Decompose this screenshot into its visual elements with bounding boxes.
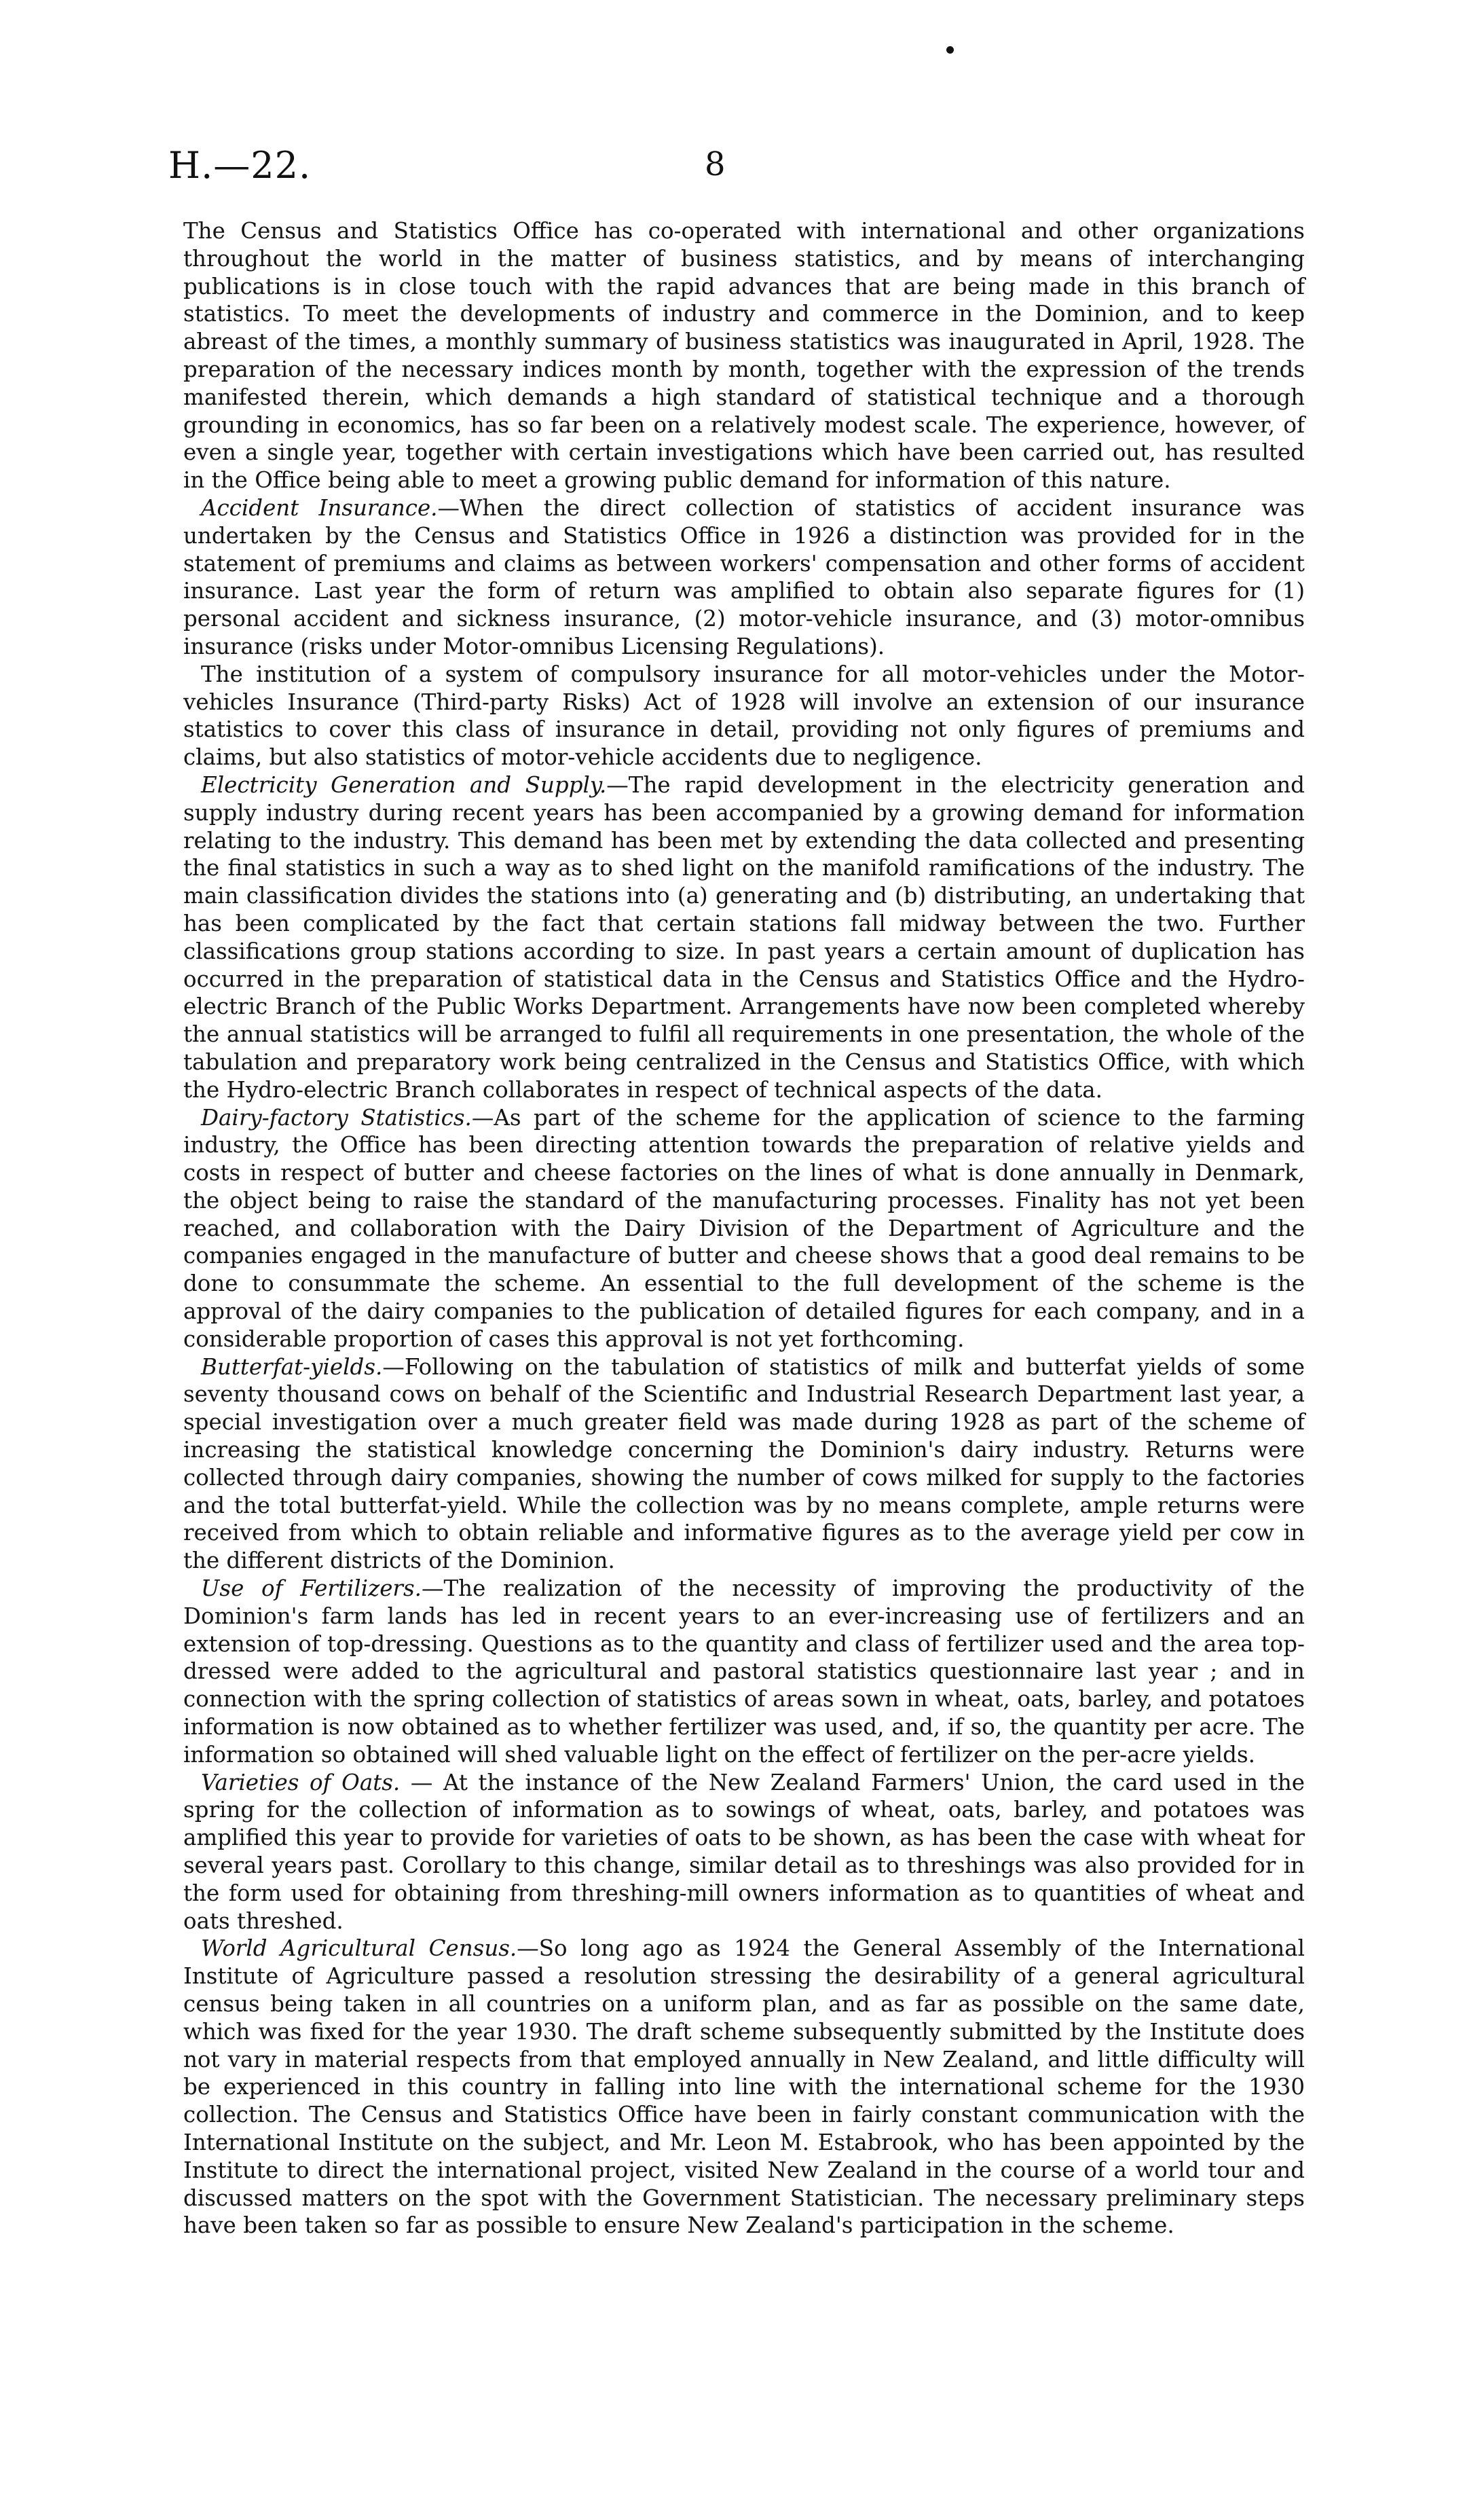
paragraph-fertilizers xyxy=(183,1575,1305,1769)
document-code: H.—22. xyxy=(168,144,312,187)
page-header xyxy=(168,144,1316,191)
section-heading: Electricity Generation and Supply. xyxy=(201,771,607,798)
paragraph-butterfat xyxy=(183,1353,1305,1575)
paragraph-dairy-factory xyxy=(183,1104,1305,1353)
body-text xyxy=(183,217,1305,2240)
paragraph-accident-insurance xyxy=(183,494,1305,661)
paragraph-text: —As part of the scheme for the application of science to the farming industry, the Office has been directing attention towards the preparation of relative yields and costs in respect of butter and cheese factories on the lines of what is done annually in Denmark, the object being to raise the standard of the manufacturing processes. Finality has not yet been reached, and collaboration with the Dairy Division of the Department of Agriculture and the companies engaged in the manufacture of butter and cheese shows that a good deal remains to be done to consummate the scheme. An essential to the full development of the scheme is the approval of the dairy companies to the publication of detailed figures for each company, and in a considerable proportion of cases this approval is not yet forthcoming. xyxy=(183,1104,1305,1352)
paragraph-text: The Census and Statistics Office has co-operated with international and other organizations throughout the world in the matter of business statistics, and by means of interchanging publications is in close touch with the rapid advances that are being made in this branch of statistics. To meet the developments of industry and commerce in the Dominion, and to keep abreast of the times, a monthly summary of business statistics was inaugurated in April, 1928. The preparation of the necessary indices month by month, together with the expression of the trends manifested therein, which demands a high standard of statistical technique and a thorough grounding in economics, has so far been on a relatively modest scale. The experience, however, of even a single year, together with certain investigations which have been carried out, has resulted in the Office being able to meet a growing public demand for information of this nature. xyxy=(183,218,1305,494)
scan-speck xyxy=(946,46,954,54)
paragraph-electricity xyxy=(183,771,1305,1104)
section-heading: Butterfat-yields. xyxy=(201,1353,383,1380)
page-number: 8 xyxy=(705,145,726,183)
section-heading: Dairy-factory Statistics. xyxy=(201,1104,472,1131)
section-heading: Accident Insurance. xyxy=(201,494,438,521)
paragraph-text: — At the instance of the New Zealand Farmers' Union, the card used in the spring for the collection of information as to sowings of wheat, oats, barley, and potatoes was amplified this year to provide for varieties of oats to be shown, as has been the case with wheat for several years past. Corollary to this change, similar detail as to threshings was also provided for in the form used for obtaining from threshing-mill owners information as to quantities of wheat and oats threshed. xyxy=(183,1769,1305,1934)
section-heading: Varieties of Oats. xyxy=(201,1769,401,1795)
paragraph-text: The institution of a system of compulsory insurance for all motor-vehicles under the Motor-vehicles Insurance (Third-party Risks) Act of 1928 will involve an extension of our insurance statistics to cover this class of insurance in detail, providing not only figures of premiums and claims, but also statistics of motor-vehicle accidents due to negligence. xyxy=(183,661,1305,771)
section-heading: Use of Fertilizers. xyxy=(201,1575,422,1602)
paragraph-oats xyxy=(183,1769,1305,1935)
paragraph-text: —So long ago as 1924 the General Assembly of the International Institute of Agriculture passed a resolution stressing the desirability of a general agricultural census being taken in all countries on a uniform plan, and as far as possible on the same date, which was fixed for the year 1930. The draft scheme subsequently submitted by the Institute does not vary in material respects from that employed annually in New Zealand, and little difficulty will be experienced in this country in falling into line with the international scheme for the 1930 collection. The Census and Statistics Office have been in fairly constant communication with the International Institute on the subject, and Mr. Leon M. Estabrook, who has been appointed by the Institute to direct the international project, visited New Zealand in the course of a world tour and discussed matters on the spot with the Government Statistician. The necessary preliminary steps have been taken so far as possible to ensure New Zealand's participation in the scheme. xyxy=(183,1935,1305,2239)
section-heading: World Agricultural Census. xyxy=(201,1935,517,1962)
paragraph-text: —Following on the tabulation of statistics of milk and butterfat yields of some seventy thousand cows on behalf of the Scientific and Industrial Research Department last year, a special investigation over a much greater field was made during 1928 as part of the scheme of increasing the statistical knowledge concerning the Dominion's dairy industry. Returns were collected through dairy companies, showing the number of cows milked for supply to the factories and the total butterfat-yield. While the collection was by no means complete, ample returns were received from which to obtain reliable and informative figures as to the average yield per cow in the different districts of the Dominion. xyxy=(183,1353,1305,1574)
paragraph-text: —The rapid development in the electricity generation and supply industry during recent years has been accompanied by a growing demand for information relating to the industry. This demand has been met by extending the data collected and presenting the final statistics in such a way as to shed light on the manifold ramifications of the industry. The main classification divides the stations into (a) generating and (b) distributing, an undertaking that has been complicated by the fact that certain stations fall midway between the two. Further classifications group stations according to size. In past years a certain amount of duplication has occurred in the preparation of statistical data in the Census and Statistics Office and the Hydro-electric Branch of the Public Works Department. Arrangements have now been completed whereby the annual statistics will be arranged to fulfil all requirements in one presentation, the whole of the tabulation and preparatory work being centralized in the Census and Statistics Office, with which the Hydro-electric Branch collaborates in respect of technical aspects of the data. xyxy=(183,771,1305,1103)
paragraph-text: —The realization of the necessity of improving the productivity of the Dominion's farm lands has led in recent years to an ever-increasing use of fertilizers and an extension of top-dressing. Questions as to the quantity and class of fertilizer used and the area top-dressed were added to the agricultural and pastoral statistics questionnaire last year ; and in connection with the spring collection of statistics of areas sown in wheat, oats, barley, and potatoes information is now obtained as to whether fertilizer was used, and, if so, the quantity per acre. The information so obtained will shed valuable light on the effect of fertilizer on the per-acre yields. xyxy=(183,1575,1305,1768)
paragraph-text: —When the direct collection of statistics of accident insurance was undertaken by the Census and Statistics Office in 1926 a distinction was provided for in the statement of premiums and claims as between workers' compensation and other forms of accident insurance. Last year the form of return was amplified to obtain also separate figures for (1) personal accident and sickness insurance, (2) motor-vehicle insurance, and (3) motor-omnibus insurance (risks under Motor-omnibus Licensing Regulations). xyxy=(183,494,1305,659)
paragraph-compulsory-insurance xyxy=(183,661,1305,771)
paragraph-world-census xyxy=(183,1935,1305,2240)
paragraph-business-statistics xyxy=(183,217,1305,494)
